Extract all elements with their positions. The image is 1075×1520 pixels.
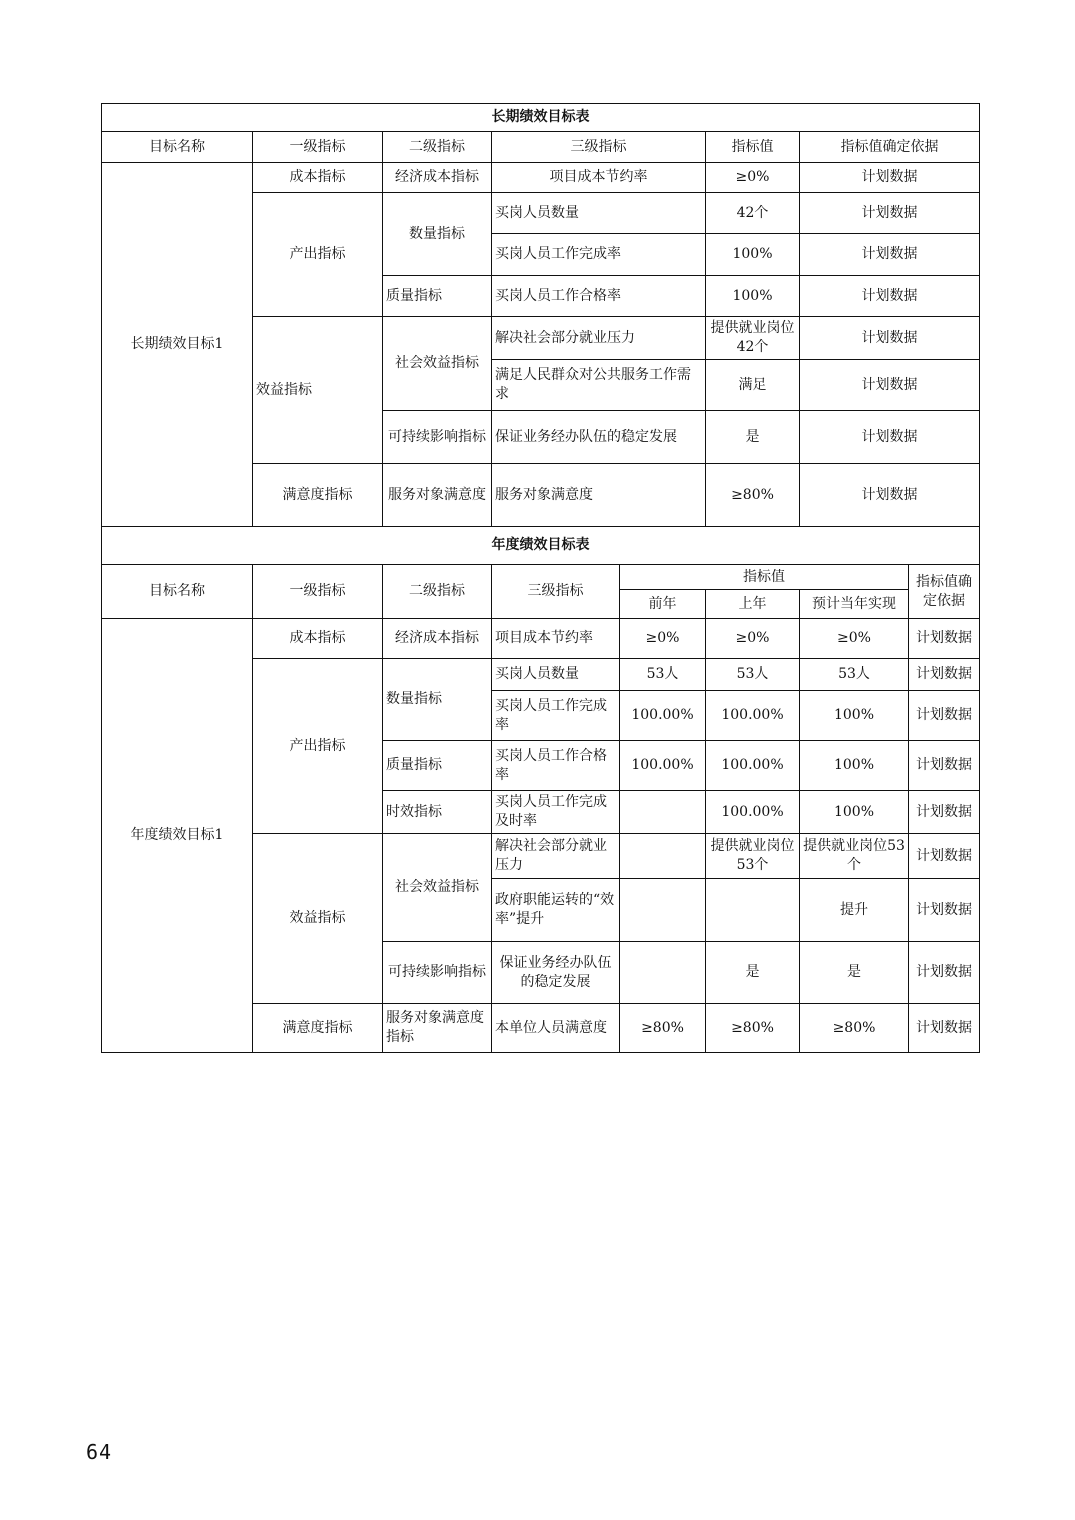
level2-cell: 社会效益指标 <box>383 834 492 942</box>
value-cell: ≥0% <box>706 163 800 193</box>
value-cell: 100.00% <box>706 791 800 834</box>
value-cell: ≥80% <box>706 464 800 527</box>
value-cell: 100.00% <box>620 691 706 741</box>
level3-cell: 保证业务经办队伍的稳定发展 <box>492 942 620 1004</box>
level1-cell: 效益指标 <box>253 834 383 1004</box>
basis-cell: 计划数据 <box>909 942 980 1004</box>
basis-cell: 计划数据 <box>909 791 980 834</box>
level2-cell: 时效指标 <box>383 791 492 834</box>
column-subheader: 上年 <box>706 590 800 619</box>
level2-cell: 数量指标 <box>383 193 492 276</box>
level3-cell: 本单位人员满意度 <box>492 1004 620 1053</box>
header-row <box>102 565 980 590</box>
level1-cell: 产出指标 <box>253 659 383 834</box>
column-subheader: 预计当年实现 <box>800 590 909 619</box>
value-cell: 提升 <box>800 879 909 942</box>
level1-cell: 成本指标 <box>253 619 383 659</box>
level2-cell: 服务对象满意度 <box>383 464 492 527</box>
column-header: 二级指标 <box>383 132 492 163</box>
basis-cell: 计划数据 <box>800 276 980 317</box>
level3-cell: 项目成本节约率 <box>492 163 706 193</box>
level1-cell: 产出指标 <box>253 193 383 317</box>
column-header: 三级指标 <box>492 132 706 163</box>
column-header: 二级指标 <box>383 565 492 619</box>
header-row <box>102 132 980 163</box>
value-cell: 是 <box>800 942 909 1004</box>
level3-cell: 项目成本节约率 <box>492 619 620 659</box>
value-cell: ≥80% <box>706 1004 800 1053</box>
table-title: 年度绩效目标表 <box>102 527 980 565</box>
value-cell: ≥80% <box>620 1004 706 1053</box>
column-header: 指标值确定依据 <box>800 132 980 163</box>
value-cell: 100.00% <box>620 741 706 791</box>
level3-cell: 解决社会部分就业压力 <box>492 834 620 879</box>
level2-cell: 社会效益指标 <box>383 317 492 411</box>
level3-cell: 买岗人员数量 <box>492 659 620 691</box>
value-cell: 100% <box>800 691 909 741</box>
goal-name: 长期绩效目标1 <box>102 163 253 527</box>
value-cell <box>620 834 706 879</box>
level2-cell: 质量指标 <box>383 276 492 317</box>
basis-cell: 计划数据 <box>909 741 980 791</box>
value-cell: 53人 <box>800 659 909 691</box>
column-header: 指标值 <box>620 565 909 590</box>
table-title: 长期绩效目标表 <box>102 104 980 132</box>
table-row <box>102 163 980 193</box>
level2-cell: 经济成本指标 <box>383 619 492 659</box>
basis-cell: 计划数据 <box>909 691 980 741</box>
level2-cell: 可持续影响指标 <box>383 411 492 464</box>
value-cell: 100.00% <box>706 691 800 741</box>
value-cell: 是 <box>706 411 800 464</box>
level3-cell: 买岗人员工作合格率 <box>492 741 620 791</box>
value-cell: 42个 <box>706 193 800 234</box>
basis-cell: 计划数据 <box>909 834 980 879</box>
annual-table <box>101 526 980 1053</box>
level3-cell: 买岗人员工作完成及时率 <box>492 791 620 834</box>
level3-cell: 买岗人员数量 <box>492 193 706 234</box>
table-row <box>102 619 980 659</box>
level2-cell: 服务对象满意度指标 <box>383 1004 492 1053</box>
basis-cell: 计划数据 <box>909 1004 980 1053</box>
value-cell: 53人 <box>706 659 800 691</box>
level3-cell: 买岗人员工作完成率 <box>492 691 620 741</box>
level3-cell: 解决社会部分就业压力 <box>492 317 706 360</box>
column-header: 指标值确定依据 <box>909 565 980 619</box>
value-cell: 53人 <box>620 659 706 691</box>
basis-cell: 计划数据 <box>800 163 980 193</box>
level1-cell: 成本指标 <box>253 163 383 193</box>
basis-cell: 计划数据 <box>800 411 980 464</box>
value-cell: 100% <box>706 276 800 317</box>
basis-cell: 计划数据 <box>800 234 980 276</box>
level3-cell: 买岗人员工作完成率 <box>492 234 706 276</box>
value-cell: 提供就业岗位53个 <box>800 834 909 879</box>
basis-cell: 计划数据 <box>800 193 980 234</box>
goal-name: 年度绩效目标1 <box>102 619 253 1053</box>
level1-cell: 满意度指标 <box>253 1004 383 1053</box>
value-cell: 是 <box>706 942 800 1004</box>
value-cell: ≥80% <box>800 1004 909 1053</box>
column-header: 指标值 <box>706 132 800 163</box>
basis-cell: 计划数据 <box>909 659 980 691</box>
basis-cell: 计划数据 <box>909 879 980 942</box>
column-header: 三级指标 <box>492 565 620 619</box>
level2-cell: 数量指标 <box>383 659 492 741</box>
value-cell: 提供就业岗位53个 <box>706 834 800 879</box>
page-number: 64 <box>86 1440 113 1464</box>
column-header: 一级指标 <box>253 565 383 619</box>
level3-cell: 买岗人员工作合格率 <box>492 276 706 317</box>
basis-cell: 计划数据 <box>909 619 980 659</box>
value-cell: 100% <box>800 791 909 834</box>
level2-cell: 可持续影响指标 <box>383 942 492 1004</box>
long-term-table <box>101 103 980 527</box>
value-cell: 100% <box>706 234 800 276</box>
level1-cell: 满意度指标 <box>253 464 383 527</box>
level1-cell: 效益指标 <box>253 317 383 464</box>
level2-cell: 质量指标 <box>383 741 492 791</box>
value-cell: 满足 <box>706 360 800 411</box>
value-cell: ≥0% <box>800 619 909 659</box>
value-cell: 100.00% <box>706 741 800 791</box>
value-cell: 提供就业岗位42个 <box>706 317 800 360</box>
value-cell <box>620 879 706 942</box>
value-cell: ≥0% <box>620 619 706 659</box>
basis-cell: 计划数据 <box>800 317 980 360</box>
column-subheader: 前年 <box>620 590 706 619</box>
column-header: 目标名称 <box>102 132 253 163</box>
value-cell <box>620 942 706 1004</box>
basis-cell: 计划数据 <box>800 464 980 527</box>
level2-cell: 经济成本指标 <box>383 163 492 193</box>
basis-cell: 计划数据 <box>800 360 980 411</box>
value-cell <box>620 791 706 834</box>
level3-cell: 保证业务经办队伍的稳定发展 <box>492 411 706 464</box>
column-header: 一级指标 <box>253 132 383 163</box>
level3-cell: 服务对象满意度 <box>492 464 706 527</box>
value-cell: ≥0% <box>706 619 800 659</box>
value-cell: 100% <box>800 741 909 791</box>
level3-cell: 政府职能运转的“效率”提升 <box>492 879 620 942</box>
level3-cell: 满足人民群众对公共服务工作需求 <box>492 360 706 411</box>
value-cell <box>706 879 800 942</box>
column-header: 目标名称 <box>102 565 253 619</box>
